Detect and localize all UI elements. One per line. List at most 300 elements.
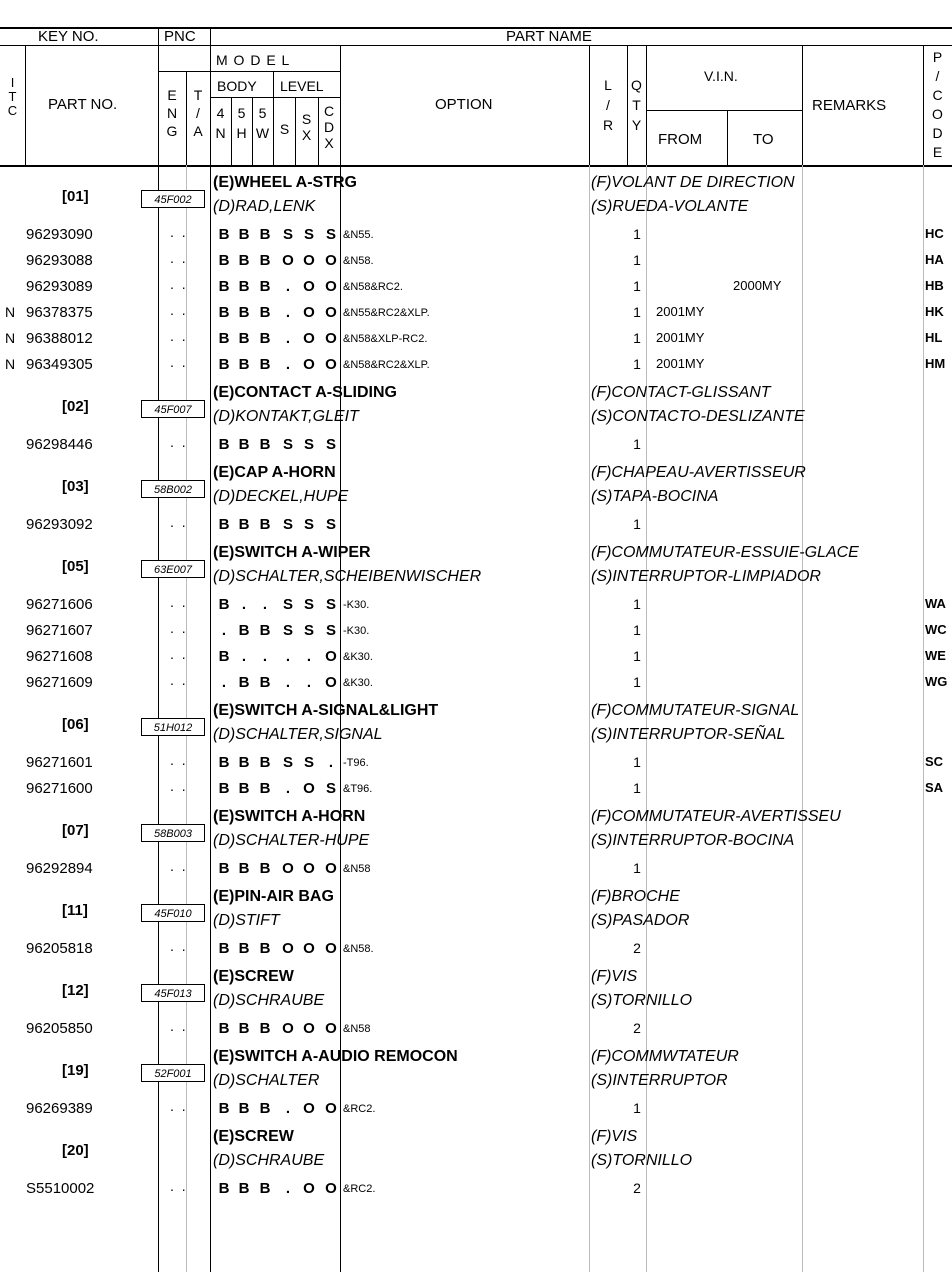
pcode-header-char: P [932, 49, 943, 65]
part-name-spanish: (S)TORNILLO [591, 992, 693, 1009]
model-code: B [259, 780, 271, 797]
option-code: &N58&XLP-RC2. [343, 333, 428, 345]
pnc-header: PNC [164, 28, 196, 45]
model-code: B [218, 860, 230, 877]
model-code: . [285, 278, 291, 295]
part-name-german: (D)RAD,LENK [213, 198, 316, 215]
model-code: B [238, 278, 250, 295]
part-number: 96271609 [26, 674, 93, 691]
pcode: WG [925, 674, 948, 689]
part-name-english: (E)PIN-AIR BAG [213, 888, 334, 905]
model-code: O [282, 940, 294, 957]
part-number: 96271601 [26, 754, 93, 771]
quantity: 1 [633, 226, 641, 242]
level-header: LEVEL [280, 78, 324, 94]
part-name-german: (D)STIFT [213, 912, 280, 929]
model-code: B [259, 940, 271, 957]
pcode-header-char: / [935, 68, 940, 84]
model-code: O [303, 1020, 315, 1037]
eng-ta-dots: . . [170, 514, 188, 530]
model-code: B [218, 1180, 230, 1197]
model-code: B [238, 252, 250, 269]
itc-header-char: T [8, 89, 17, 104]
quantity: 1 [633, 252, 641, 268]
part-name-spanish: (S)TORNILLO [591, 1152, 693, 1169]
part-name-english: (E)SWITCH A-SIGNAL&LIGHT [213, 702, 439, 719]
model-code: . [306, 674, 312, 691]
part-name-spanish: (S)PASADOR [591, 912, 690, 929]
model-code: B [259, 436, 271, 453]
eng-ta-dots: . . [170, 752, 188, 768]
part-number: 96293090 [26, 226, 93, 243]
part-name-french: (F)CHAPEAU-AVERTISSEUR [591, 464, 806, 481]
key-number: [11] [62, 902, 88, 919]
pcode: WA [925, 596, 946, 611]
part-name-english: (E)SCREW [213, 968, 294, 985]
part-number: 96269389 [26, 1100, 93, 1117]
qty-header-char: Y [631, 117, 642, 133]
key-number: [05] [62, 558, 89, 575]
eng-ta-dots: . . [170, 646, 188, 662]
part-number: 96388012 [26, 330, 93, 347]
part-name-english: (E)WHEEL A-STRG [213, 174, 357, 191]
option-code: &T96. [343, 783, 373, 795]
model-code: S [282, 436, 293, 453]
pnc-code: 45F002 [141, 190, 205, 208]
itc-flag: N [5, 304, 16, 320]
quantity: 1 [633, 304, 641, 320]
pcode: SC [925, 754, 944, 769]
model-code: B [238, 226, 250, 243]
quantity: 1 [633, 356, 641, 372]
pnc-code: 51H012 [141, 718, 205, 736]
part-name-german: (D)SCHALTER,SIGNAL [213, 726, 383, 743]
part-name-german: (D)SCHRAUBE [213, 992, 325, 1009]
model-code: B [259, 330, 271, 347]
option-code: &N58 [343, 863, 371, 875]
part-name-french: (F)COMMWTATEUR [591, 1048, 739, 1065]
option-code: &N58. [343, 255, 374, 267]
model-code: B [259, 1100, 271, 1117]
part-name-spanish: (S)TAPA-BOCINA [591, 488, 719, 505]
key-number: [19] [62, 1062, 89, 1079]
model-code: O [303, 780, 315, 797]
model-code: B [259, 226, 271, 243]
model-code: B [218, 1020, 230, 1037]
eng-ta-dots: . . [170, 778, 188, 794]
quantity: 2 [633, 1020, 641, 1036]
vin-from-header: FROM [658, 131, 703, 148]
eng-ta-dots: . . [170, 594, 188, 610]
model-code: S [282, 622, 293, 639]
model-code: O [303, 304, 315, 321]
model-code: B [238, 1020, 250, 1037]
model-code: B [259, 252, 271, 269]
eng-ta-dots: . . [170, 938, 188, 954]
model-code: . [262, 596, 268, 613]
model-code: S [282, 226, 293, 243]
pnc-code: 58B002 [141, 480, 205, 498]
level-col-header-char: X [324, 135, 334, 151]
pnc-code: 58B003 [141, 824, 205, 842]
option-code: -K30. [343, 599, 370, 611]
model-code: S [303, 754, 314, 771]
itc-header-char: C [7, 103, 18, 118]
lr-header-char: / [606, 97, 610, 113]
model-code: . [285, 780, 291, 797]
model-code: B [218, 304, 230, 321]
model-code: S [282, 596, 293, 613]
model-code: B [259, 622, 271, 639]
part-name-french: (F)COMMUTATEUR-SIGNAL [591, 702, 800, 719]
quantity: 1 [633, 436, 641, 452]
model-code: O [325, 356, 337, 373]
model-code: . [285, 648, 291, 665]
key-number: [20] [62, 1142, 89, 1159]
part-number: 96292894 [26, 860, 93, 877]
itc-flag: N [5, 356, 16, 372]
model-code: B [259, 860, 271, 877]
model-code: O [325, 330, 337, 347]
quantity: 1 [633, 278, 641, 294]
option-code: -T96. [343, 757, 369, 769]
model-code: S [282, 754, 293, 771]
eng-ta-dots: . . [170, 250, 188, 266]
model-code: . [285, 304, 291, 321]
quantity: 1 [633, 780, 641, 796]
pcode: WC [925, 622, 947, 637]
model-code: . [221, 622, 227, 639]
part-number: 96293088 [26, 252, 93, 269]
level-col-header-char: C [323, 103, 335, 119]
part-number: 96271606 [26, 596, 93, 613]
part-number: 96205850 [26, 1020, 93, 1037]
part-name-german: (D)SCHRAUBE [213, 1152, 325, 1169]
body-col-header-char: 5 [258, 105, 267, 121]
key-no-header: KEY NO. [38, 28, 99, 45]
option-code: &N55&RC2&XLP. [343, 307, 430, 319]
option-code: &N58&RC2&XLP. [343, 359, 430, 371]
model-code: O [282, 252, 294, 269]
key-number: [12] [62, 982, 89, 999]
pcode-header-char: D [932, 125, 943, 141]
eng-ta-dots: . . [170, 1178, 188, 1194]
model-code: O [303, 252, 315, 269]
model-code: O [303, 1100, 315, 1117]
part-number: 96271607 [26, 622, 93, 639]
model-code: O [325, 1020, 337, 1037]
pnc-code: 45F007 [141, 400, 205, 418]
model-code: S [282, 516, 293, 533]
model-code: O [282, 860, 294, 877]
vin-from: 2001MY [656, 304, 705, 319]
model-code: O [303, 1180, 315, 1197]
key-number: [03] [62, 478, 89, 495]
eng-ta-dots: . . [170, 434, 188, 450]
model-code: B [218, 436, 230, 453]
pcode-header-char: O [932, 106, 943, 122]
model-code: S [303, 596, 314, 613]
pcode: HB [925, 278, 944, 293]
model-code: B [259, 754, 271, 771]
part-name-french: (F)COMMUTATEUR-AVERTISSEU [591, 808, 841, 825]
part-number: 96271608 [26, 648, 93, 665]
key-number: [06] [62, 716, 89, 733]
model-code: O [325, 1180, 337, 1197]
model-code: S [325, 436, 336, 453]
level-col-header-char: S [301, 111, 312, 127]
ta-header-char: / [196, 105, 200, 121]
model-code: . [285, 1100, 291, 1117]
body-col-header-char: H [236, 125, 247, 141]
part-no-header: PART NO. [48, 96, 118, 113]
part-name-english: (E)SWITCH A-AUDIO REMOCON [213, 1048, 458, 1065]
pnc-code: 45F010 [141, 904, 205, 922]
model-code: O [282, 1020, 294, 1037]
body-header: BODY [217, 78, 257, 94]
quantity: 1 [633, 754, 641, 770]
option-header: OPTION [435, 96, 493, 113]
model-code: . [262, 648, 268, 665]
model-code: B [218, 754, 230, 771]
pcode: HC [925, 226, 944, 241]
option-code: -K30. [343, 625, 370, 637]
part-name-french: (F)VIS [591, 968, 638, 985]
itc-flag: N [5, 330, 16, 346]
ta-header-char: T [193, 87, 203, 103]
model-code: S [325, 622, 336, 639]
model-code: S [325, 780, 336, 797]
quantity: 1 [633, 648, 641, 664]
level-col-header-char: X [301, 127, 312, 143]
quantity: 2 [633, 940, 641, 956]
model-code: S [303, 622, 314, 639]
model-code: O [325, 304, 337, 321]
part-name-german: (D)SCHALTER [213, 1072, 320, 1089]
part-name-english: (E)CONTACT A-SLIDING [213, 384, 397, 401]
model-code: B [238, 754, 250, 771]
model-code: B [218, 1100, 230, 1117]
model-code: B [218, 940, 230, 957]
model-code: B [218, 596, 230, 613]
pcode: SA [925, 780, 944, 795]
pcode: HK [925, 304, 944, 319]
key-number: [07] [62, 822, 89, 839]
model-code: B [218, 226, 230, 243]
model-code: . [285, 674, 291, 691]
quantity: 1 [633, 860, 641, 876]
eng-header-char: E [167, 87, 177, 103]
quantity: 1 [633, 622, 641, 638]
pnc-code: 63E007 [141, 560, 205, 578]
part-name-spanish: (S)INTERRUPTOR-BOCINA [591, 832, 795, 849]
model-code: . [285, 330, 291, 347]
part-name-spanish: (S)INTERRUPTOR-LIMPIADOR [591, 568, 821, 585]
model-code: B [218, 780, 230, 797]
qty-header-char: Q [631, 77, 642, 93]
part-name-german: (D)KONTAKT,GLEIT [213, 408, 359, 425]
part-number: 96271600 [26, 780, 93, 797]
model-code: B [259, 1020, 271, 1037]
vin-from: 2001MY [656, 356, 705, 371]
part-name-spanish: (S)INTERRUPTOR-SEÑAL [591, 726, 786, 743]
option-code: &N58 [343, 1023, 371, 1035]
model-code: B [238, 436, 250, 453]
vin-to: 2000MY [733, 278, 782, 293]
vin-header: V.I.N. [704, 68, 738, 84]
part-name-spanish: (S)CONTACTO-DESLIZANTE [591, 408, 805, 425]
eng-ta-dots: . . [170, 672, 188, 688]
key-number: [02] [62, 398, 89, 415]
part-name-spanish: (S)INTERRUPTOR [591, 1072, 728, 1089]
lr-header-char: R [602, 117, 614, 133]
model-code: . [306, 648, 312, 665]
model-code: O [303, 860, 315, 877]
model-code: O [303, 356, 315, 373]
model-code: B [238, 860, 250, 877]
model-code: . [241, 596, 247, 613]
model-code: B [218, 516, 230, 533]
model-code: B [238, 356, 250, 373]
pcode-header-char: C [932, 87, 943, 103]
model-code: O [325, 940, 337, 957]
model-code: B [259, 304, 271, 321]
model-code: B [238, 330, 250, 347]
pcode: HL [925, 330, 943, 345]
model-code: S [325, 226, 336, 243]
model-code: . [328, 754, 334, 771]
quantity: 1 [633, 330, 641, 346]
ta-header-char: A [193, 123, 203, 139]
key-number: [01] [62, 188, 89, 205]
pcode-header-char: E [932, 144, 943, 160]
model-code: B [238, 304, 250, 321]
eng-ta-dots: . . [170, 328, 188, 344]
option-code: &N55. [343, 229, 374, 241]
vin-from: 2001MY [656, 330, 705, 345]
part-name-german: (D)SCHALTER-HUPE [213, 832, 370, 849]
body-col-header-char: 4 [216, 105, 225, 121]
model-code: O [303, 330, 315, 347]
model-code: . [221, 674, 227, 691]
part-number: 96205818 [26, 940, 93, 957]
model-code: B [218, 648, 230, 665]
part-name-german: (D)DECKEL,HUPE [213, 488, 349, 505]
vin-to-header: TO [753, 131, 774, 148]
model-code: B [238, 516, 250, 533]
part-name-french: (F)VOLANT DE DIRECTION [591, 174, 795, 191]
model-code: S [325, 516, 336, 533]
model-code: . [285, 1180, 291, 1197]
part-name-french: (F)BROCHE [591, 888, 680, 905]
part-number: 96349305 [26, 356, 93, 373]
pcode: HM [925, 356, 946, 371]
quantity: 1 [633, 516, 641, 532]
model-code: O [325, 1100, 337, 1117]
option-code: &K30. [343, 651, 373, 663]
option-code: &N58. [343, 943, 374, 955]
eng-header-char: N [166, 105, 178, 121]
model-code: B [238, 940, 250, 957]
quantity: 1 [633, 596, 641, 612]
model-code: . [241, 648, 247, 665]
model-code: O [303, 940, 315, 957]
quantity: 2 [633, 1180, 641, 1196]
model-code: B [238, 780, 250, 797]
model-code: B [218, 330, 230, 347]
part-name-spanish: (S)RUEDA-VOLANTE [591, 198, 749, 215]
part-name-header: PART NAME [506, 28, 592, 45]
lr-header-char: L [604, 77, 612, 93]
eng-ta-dots: . . [170, 302, 188, 318]
model-header: M O D E L [216, 52, 291, 68]
quantity: 1 [633, 674, 641, 690]
option-code: &RC2. [343, 1103, 376, 1115]
part-name-french: (F)COMMUTATEUR-ESSUIE-GLACE [591, 544, 859, 561]
eng-ta-dots: . . [170, 1018, 188, 1034]
part-name-english: (E)SWITCH A-WIPER [213, 544, 371, 561]
model-code: B [238, 622, 250, 639]
remarks-header: REMARKS [812, 97, 887, 114]
model-code: O [325, 252, 337, 269]
body-col-header-char: N [215, 125, 226, 141]
eng-header-char: G [166, 123, 178, 139]
model-code: O [325, 648, 337, 665]
body-col-header-char: 5 [237, 105, 246, 121]
model-code: . [285, 356, 291, 373]
model-code: B [259, 278, 271, 295]
part-name-english: (E)CAP A-HORN [213, 464, 336, 481]
model-code: B [259, 1180, 271, 1197]
pnc-code: 45F013 [141, 984, 205, 1002]
level-col-header-char: S [279, 121, 290, 137]
body-col-header-char: W [255, 125, 270, 141]
part-number: S5510002 [26, 1180, 95, 1197]
itc-header-char: I [10, 75, 15, 90]
level-col-header-char: D [323, 119, 335, 135]
model-code: O [325, 860, 337, 877]
model-code: B [259, 516, 271, 533]
part-number: 96378375 [26, 304, 93, 321]
eng-ta-dots: . . [170, 276, 188, 292]
model-code: B [259, 674, 271, 691]
eng-ta-dots: . . [170, 354, 188, 370]
eng-ta-dots: . . [170, 620, 188, 636]
model-code: B [259, 356, 271, 373]
part-number: 96293089 [26, 278, 93, 295]
model-code: O [325, 674, 337, 691]
model-code: B [218, 356, 230, 373]
option-code: &RC2. [343, 1183, 376, 1195]
part-name-english: (E)SWITCH A-HORN [213, 808, 366, 825]
model-code: B [218, 252, 230, 269]
part-name-english: (E)SCREW [213, 1128, 294, 1145]
pnc-code: 52F001 [141, 1064, 205, 1082]
model-code: O [325, 278, 337, 295]
quantity: 1 [633, 1100, 641, 1116]
model-code: S [303, 436, 314, 453]
part-number: 96298446 [26, 436, 93, 453]
model-code: B [238, 1100, 250, 1117]
part-name-german: (D)SCHALTER,SCHEIBENWISCHER [213, 568, 482, 585]
model-code: B [238, 674, 250, 691]
model-code: O [303, 278, 315, 295]
model-code: B [238, 1180, 250, 1197]
model-code: S [303, 226, 314, 243]
model-code: S [303, 516, 314, 533]
eng-ta-dots: . . [170, 224, 188, 240]
eng-ta-dots: . . [170, 1098, 188, 1114]
